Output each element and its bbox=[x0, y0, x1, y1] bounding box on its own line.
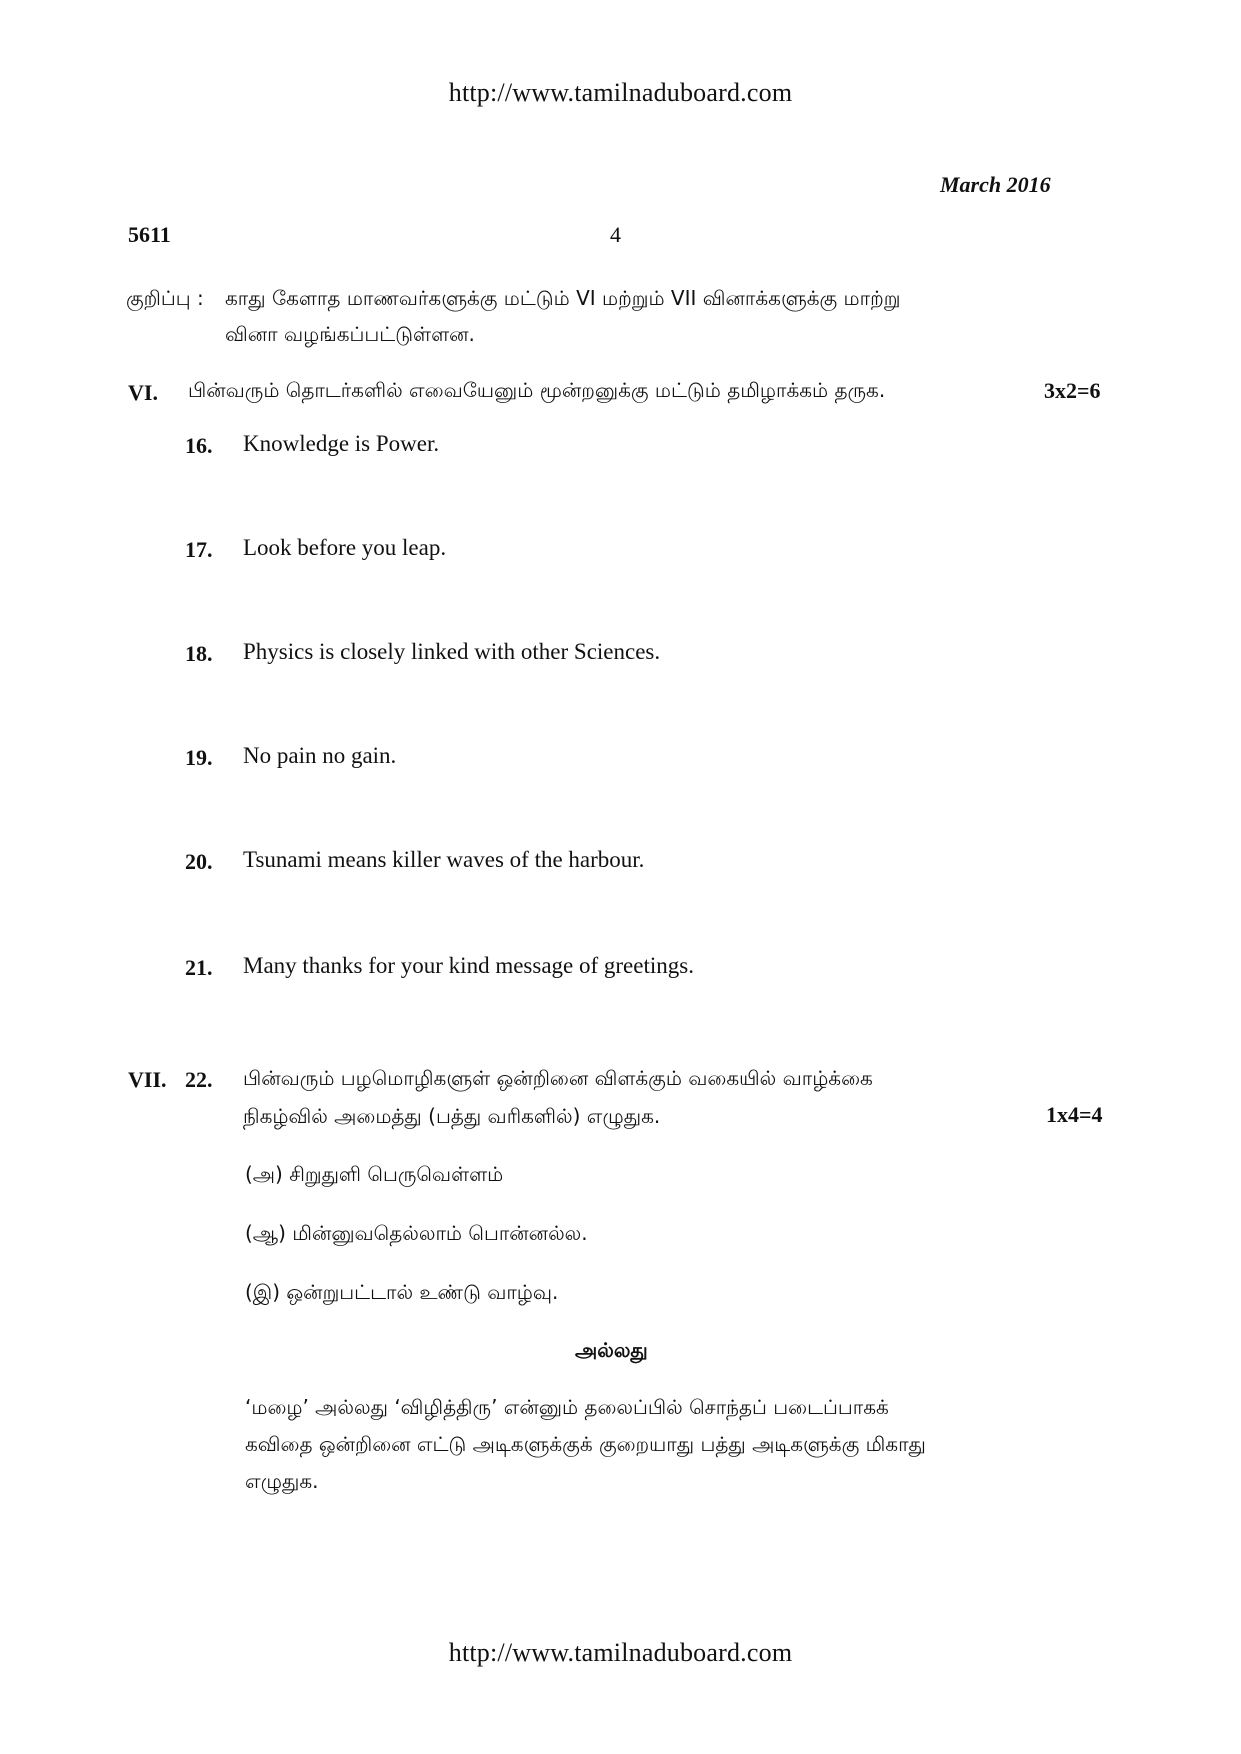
question-number: 21. bbox=[185, 955, 213, 980]
question-text: Tsunami means killer waves of the harbour. bbox=[243, 847, 645, 872]
header-url[interactable]: http://www.tamilnaduboard.com bbox=[448, 78, 793, 107]
question-number: 18. bbox=[185, 641, 213, 666]
question-text: Knowledge is Power. bbox=[243, 431, 440, 456]
question-text: Physics is closely linked with other Sciences. bbox=[243, 639, 661, 664]
section-vii-marks: 1x4=4 bbox=[1046, 1102, 1103, 1127]
alternative-line-1: ‘மழை’ அல்லது ‘விழித்திரு’ என்னும் தலைப்பில் சொந்தப் படைப்பாகக் bbox=[245, 1395, 889, 1419]
section-vi-numeral: VI. bbox=[128, 380, 158, 405]
question-text: Look before you leap. bbox=[243, 535, 447, 560]
section-vii-numeral: VII. bbox=[128, 1067, 167, 1092]
section-vii-question-number: 22. bbox=[185, 1067, 213, 1092]
section-vi-instruction: பின்வரும் தொடர்களில் எவையேனும் மூன்றனுக்கு மட்டும் தமிழாக்கம் தருக. bbox=[188, 378, 886, 402]
exam-date: March 2016 bbox=[940, 172, 1051, 197]
proverb-option: (ஆ) மின்னுவதெல்லாம் பொன்னல்ல. bbox=[245, 1221, 588, 1245]
question-number: 20. bbox=[185, 849, 213, 874]
question-number: 19. bbox=[185, 745, 213, 770]
footer-url[interactable]: http://www.tamilnaduboard.com bbox=[448, 1638, 793, 1667]
proverb-option: (அ) சிறுதுளி பெருவெள்ளம் bbox=[245, 1162, 504, 1186]
question-number: 16. bbox=[185, 433, 213, 458]
note-label: குறிப்பு : bbox=[126, 286, 204, 310]
question-text: No pain no gain. bbox=[243, 743, 397, 768]
note-line-1: காது கேளாத மாணவர்களுக்கு மட்டும் VI மற்றும் VII வினாக்களுக்கு மாற்று bbox=[225, 286, 901, 310]
alternative-line-3: எழுதுக. bbox=[245, 1469, 319, 1493]
section-vii-instruction-line-1: பின்வரும் பழமொழிகளுள் ஒன்றினை விளக்கும் வகையில் வாழ்க்கை bbox=[243, 1066, 873, 1090]
paper-code: 5611 bbox=[128, 222, 171, 247]
question-text: Many thanks for your kind message of greetings. bbox=[243, 953, 694, 978]
page-number: 4 bbox=[610, 222, 621, 247]
note-line-2: வினா வழங்கப்பட்டுள்ளன. bbox=[225, 322, 475, 346]
question-number: 17. bbox=[185, 537, 213, 562]
section-vi-marks: 3x2=6 bbox=[1044, 378, 1101, 403]
section-vii-instruction-line-2: நிகழ்வில் அமைத்து (பத்து வரிகளில்) எழுதுக. bbox=[243, 1104, 661, 1128]
proverb-option: (இ) ஒன்றுபட்டால் உண்டு வாழ்வு. bbox=[245, 1280, 559, 1304]
or-divider: அல்லது bbox=[575, 1338, 648, 1362]
alternative-line-2: கவிதை ஒன்றினை எட்டு அடிகளுக்குக் குறையாது பத்து அடிகளுக்கு மிகாது bbox=[245, 1432, 926, 1456]
